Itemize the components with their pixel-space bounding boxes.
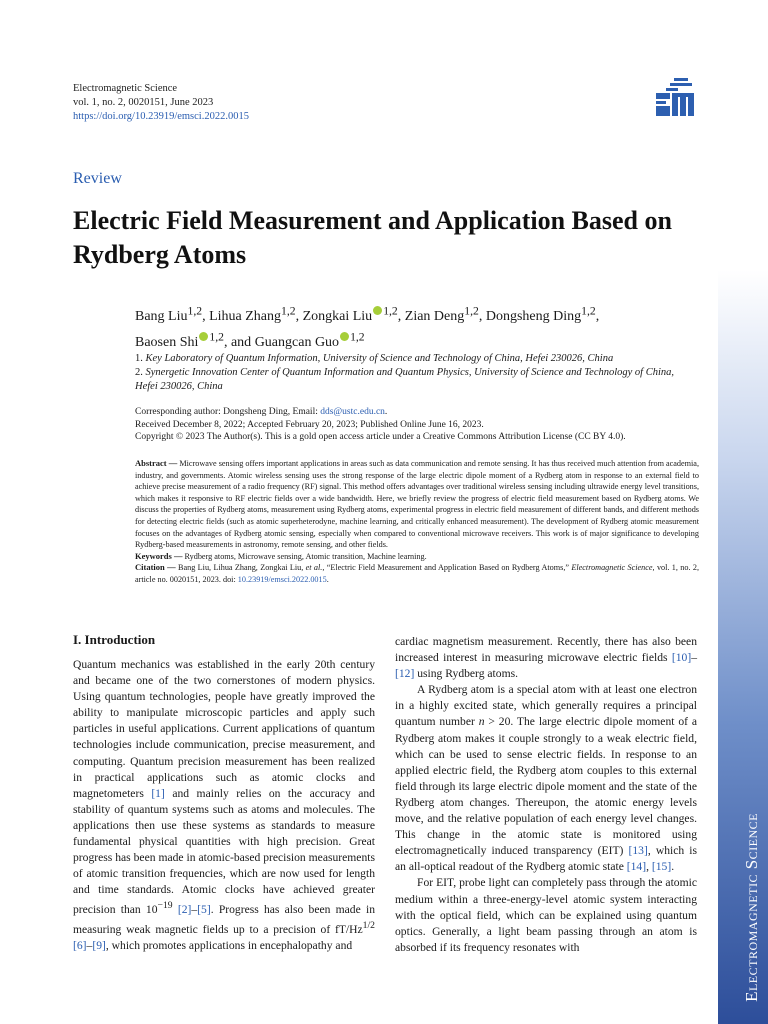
ref-2[interactable]: [2] [177, 903, 192, 917]
author-affiliation-mark: 1,2 [281, 304, 296, 317]
author-affiliation-mark: 1,2 [350, 330, 365, 344]
author-affiliation-mark: 1,2 [464, 304, 479, 317]
ref-5[interactable]: [5] [197, 903, 211, 917]
author-name: Baosen Shi [135, 335, 199, 351]
journal-name: Electromagnetic Science [73, 83, 178, 94]
author-affiliation-mark: 1,2 [187, 304, 203, 317]
intro-paragraph-3: For EIT, probe light can completely pass through the atomic medium within a three-energy-level atomic system interacting with the optical field, which can be explained using quantum optics. Generally, a light beam passing through an atom is absorbed if its frequency resonates with [395, 876, 697, 954]
article-info [135, 406, 695, 444]
side-banner [718, 270, 768, 1024]
author-name: Bang Liu [135, 308, 188, 324]
section-heading: I. Introduction [73, 632, 156, 647]
affiliation-2: 2. Synergetic Innovation Center of Quantum Information and Quantum Physics, University of Science and Technology of China, Hefei 230026, China [135, 367, 675, 392]
author-separator: , [478, 308, 486, 324]
author-separator: , [295, 308, 303, 324]
author [254, 330, 365, 351]
keywords: Keywords — Rydberg atoms, Microwave sensing, Atomic transition, Machine learning. [135, 550, 427, 561]
affiliation-1: 1. Key Laboratory of Quantum Information, University of Science and Technology of China, Hefei 230026, China [135, 353, 614, 364]
journal-meta [73, 82, 249, 124]
ref-13[interactable]: [13] [628, 844, 648, 858]
author-affiliation-mark: 1,2 [383, 304, 398, 317]
ref-6[interactable]: [6] [73, 939, 87, 953]
author-name: Guangcan Guo [254, 335, 340, 351]
citation: Citation — Bang Liu, Lihua Zhang, Zongkai Liu, et al., “Electric Field Measurement and Application Based on Rydberg Atoms,” Electromagnetic Science, vol. 1, no. 2, article no. 0020151, 2023. doi: 10.23919/emsci.2022.0015. [135, 562, 700, 584]
author [404, 304, 486, 324]
copyright: Copyright © 2023 The Author(s). This is a gold open access article under a Creative Commons Attribution License (CC BY 4.0). [135, 432, 626, 442]
ref-10[interactable]: [10] [671, 651, 692, 665]
orcid-icon[interactable] [373, 306, 382, 315]
affiliations [135, 352, 675, 394]
author-separator: , and [223, 335, 255, 351]
author-name: Zian Deng [404, 308, 465, 324]
orcid-icon[interactable] [199, 332, 208, 341]
article-type: Review [73, 170, 122, 187]
author-name: Dongsheng Ding [485, 308, 582, 324]
author [135, 330, 255, 351]
author-affiliation-mark: 1,2 [209, 330, 224, 344]
side-banner-text: Electromagnetic Science [742, 813, 761, 1002]
ref-9[interactable]: [9] [92, 939, 106, 953]
email-link[interactable]: dds@ustc.edu.cn [320, 407, 385, 417]
author-name: Lihua Zhang [209, 308, 281, 324]
article-dates: Received December 8, 2022; Accepted February 20, 2023; Published Online June 16, 2023. [135, 419, 484, 430]
ref-14[interactable]: [14] [626, 860, 647, 874]
right-column [395, 634, 697, 956]
ref-1[interactable]: [1] [151, 786, 165, 800]
citation-doi-link[interactable]: 10.23919/emsci.2022.0015 [237, 574, 327, 584]
orcid-icon[interactable] [340, 332, 349, 341]
intro-paragraph-1-cont: cardiac magnetism measurement. Recently, there has also been increased interest in measuring microwave electric fields [10]–[12] using Rydberg atoms. [395, 635, 697, 681]
paper-title: Electric Field Measurement and Application Based on Rydberg Atoms [73, 206, 672, 269]
journal-volume: vol. 1, no. 2, 0020151, June 2023 [73, 97, 214, 108]
author-separator: , [595, 308, 600, 324]
author-affiliation-mark: 1,2 [581, 304, 596, 317]
doi-link[interactable]: https://doi.org/10.23919/emsci.2022.0015 [73, 111, 249, 122]
ref-15[interactable]: [15] [651, 860, 672, 874]
author-list [135, 300, 695, 353]
abstract: Abstract — Microwave sensing offers important applications in areas such as data communication and remote sensing. It has thus received much attention from academia, industry, and governments. Atomic wireless sensing uses the strong response of the large electric dipole moment of a Rydberg atom in response to an external field to achieve precise measurement of a radio frequency (RF) signal. This method offers advantages over traditional wireless sensing including ultrawide energy level transitions, which makes it responsive to RF electric fields over a wide bandwidth. Here, we briefly review the progress of electric field measurement based on Rydberg atoms. We discuss the properties of Rydberg atoms, measurement using Rydberg atoms, experimental progress in electric field measurement of different bands, and different methods for detecting electric fields (such as atomic superheterodyne, machine learning, and critically enhanced measurement). The development of Rydberg atomic measurement focuses on the advantages of Rydberg atomic sensing, especially when compared to conventional microwave receivers. This work is of major significance to developing Rydberg-based measurements in astronomy, remote sensing, and other fields. [135, 458, 699, 550]
left-column [73, 632, 375, 954]
author-name: Zongkai Liu [302, 308, 373, 324]
author [135, 304, 210, 324]
esm-logo-icon [652, 76, 700, 120]
corresponding-author: Corresponding author: Dongsheng Ding, Email: dds@ustc.edu.cn. [135, 407, 388, 417]
intro-paragraph-2: A Rydberg atom is a special atom with at least one electron in a highly excited state, which generally requires a principal quantum number n > 20. The large electric dipole moment of a Rydberg atom makes it couple strongly to a weak electric field, which can be used to sense electric fields. In response to an applied electric field, the Rydberg atom couples to this external field through its large electric dipole moment and the state of the Rydberg atom changes. Thereupon, the atomic energy levels move, and the relative population of each energy level changes. This change in the atomic state is monitored using electromagnetically induced transparency (EIT) [13], which is an all-optical readout of the Rydberg atomic state [14], [15]. [395, 683, 697, 874]
intro-paragraph-1: Quantum mechanics was established in the early 20th century and became one of the two cornerstones of modern physics. Using quantum technologies, people have greatly improved the ability to manipulate microscopic particles and apply such particles in useful applications. Current applications of quantum technologies include communication, precise measurement, and computing. Quantum precision measurement has been realized in practical applications such as atomic clocks and magnetometers [1] and mainly relies on the accuracy and stability of quantum systems such as atoms and molecules. The applications then use these systems as standards to measure fundamental physical quantities with high precision. Great progress has been made in atomic-based precision measurements of atomic transition frequencies, which are now used for length and time standards. Atomic clocks have achieved greater precision than $10^{-19}$ [2]–[5]. Progress has also been made in measuring weak magnetic fields up to a precision of $fT/Hz^{1/2}$ [6]–[9], which promotes applications in encephalopathy and [73, 658, 375, 953]
abstract-block [135, 458, 699, 586]
author-separator: , [202, 308, 210, 324]
author [209, 304, 303, 324]
author [485, 304, 600, 324]
ref-12[interactable]: [12] [395, 667, 415, 681]
author [302, 304, 405, 324]
author-separator: , [397, 308, 405, 324]
